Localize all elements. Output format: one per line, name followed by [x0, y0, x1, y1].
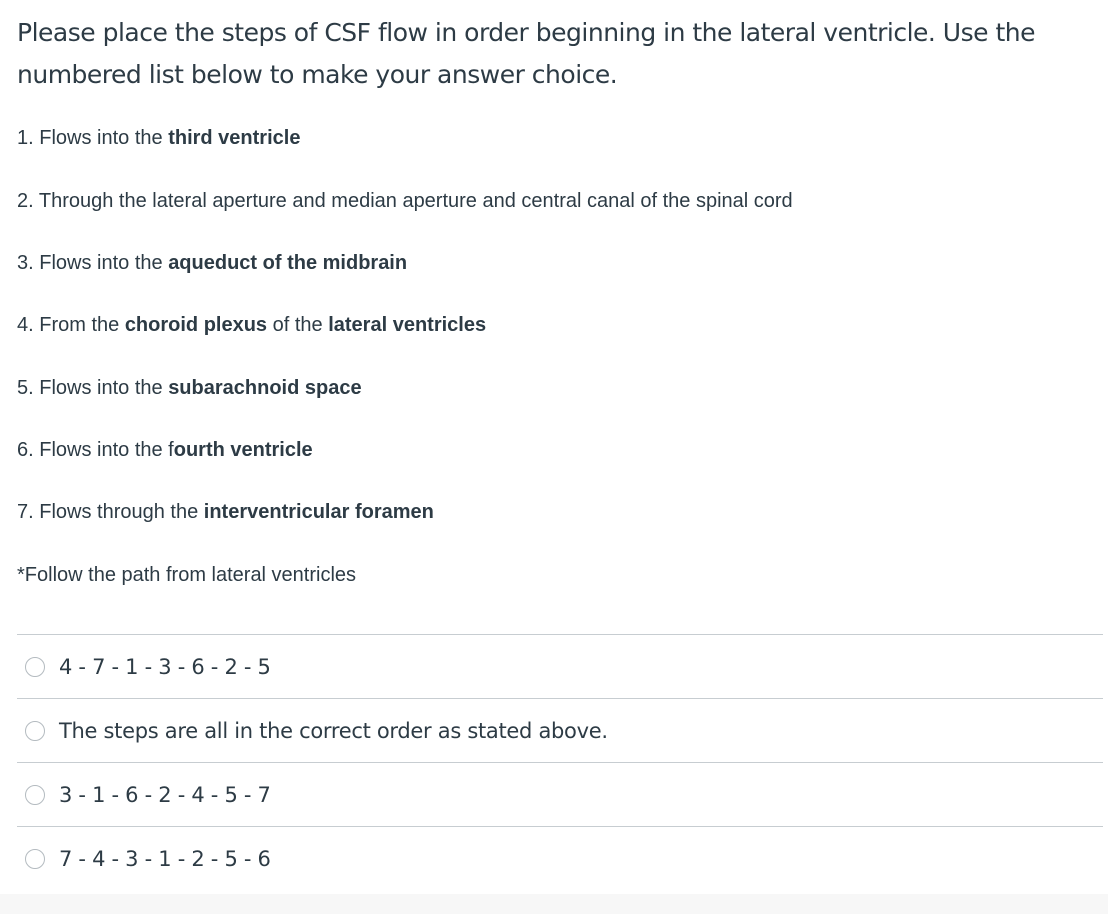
- radio-button[interactable]: [25, 721, 45, 741]
- step-6-text: 6. Flows into the f: [17, 439, 174, 461]
- question-prompt: Please place the steps of CSF flow in order beginning in the lateral ventricle. Use the numbered list below to make your answer choice.: [17, 18, 1035, 89]
- step-4-bold-2: lateral ventricles: [328, 314, 487, 336]
- answer-list: [17, 634, 1103, 890]
- radio-button[interactable]: [25, 849, 45, 869]
- step-5-bold: subarachnoid space: [168, 377, 362, 399]
- step-3-text: 3. Flows into the: [17, 252, 169, 274]
- step-3-bold: aqueduct of the midbrain: [168, 252, 408, 274]
- answer-label: 4 - 7 - 1 - 3 - 6 - 2 - 5: [59, 654, 271, 679]
- step-5-text: 5. Flows into the: [17, 377, 169, 399]
- step-1: [17, 126, 300, 150]
- step-4-text: 4. From the: [17, 314, 125, 336]
- step-4: [17, 313, 486, 337]
- answer-label: 7 - 4 - 3 - 1 - 2 - 5 - 6: [59, 846, 271, 871]
- radio-button[interactable]: [25, 785, 45, 805]
- step-6-bold: ourth ventricle: [173, 439, 313, 461]
- hint-text: *Follow the path from lateral ventricles: [17, 564, 357, 586]
- answer-option-4[interactable]: [17, 826, 1103, 890]
- answer-label: The steps are all in the correct order as stated above.: [59, 718, 608, 743]
- step-2-text: 2. Through the lateral aperture and median aperture and central canal of the spinal cord: [17, 190, 793, 212]
- answer-option-2[interactable]: [17, 698, 1103, 762]
- answer-label: 3 - 1 - 6 - 2 - 4 - 5 - 7: [59, 782, 271, 807]
- answer-option-1[interactable]: [17, 634, 1103, 698]
- step-7: [17, 500, 434, 524]
- step-1-bold: third ventricle: [168, 127, 301, 149]
- step-5: [17, 376, 362, 400]
- answer-option-3[interactable]: [17, 762, 1103, 826]
- footer-band: [0, 894, 1108, 914]
- step-4-bold-1: choroid plexus: [124, 314, 268, 336]
- step-7-bold: interventricular foramen: [203, 501, 434, 523]
- step-7-text: 7. Flows through the: [17, 501, 204, 523]
- step-1-text: 1. Flows into the: [17, 127, 169, 149]
- step-4-middle: of the: [267, 314, 329, 336]
- step-3: [17, 251, 407, 275]
- step-2: [17, 189, 793, 213]
- radio-button[interactable]: [25, 657, 45, 677]
- step-6: [17, 438, 313, 462]
